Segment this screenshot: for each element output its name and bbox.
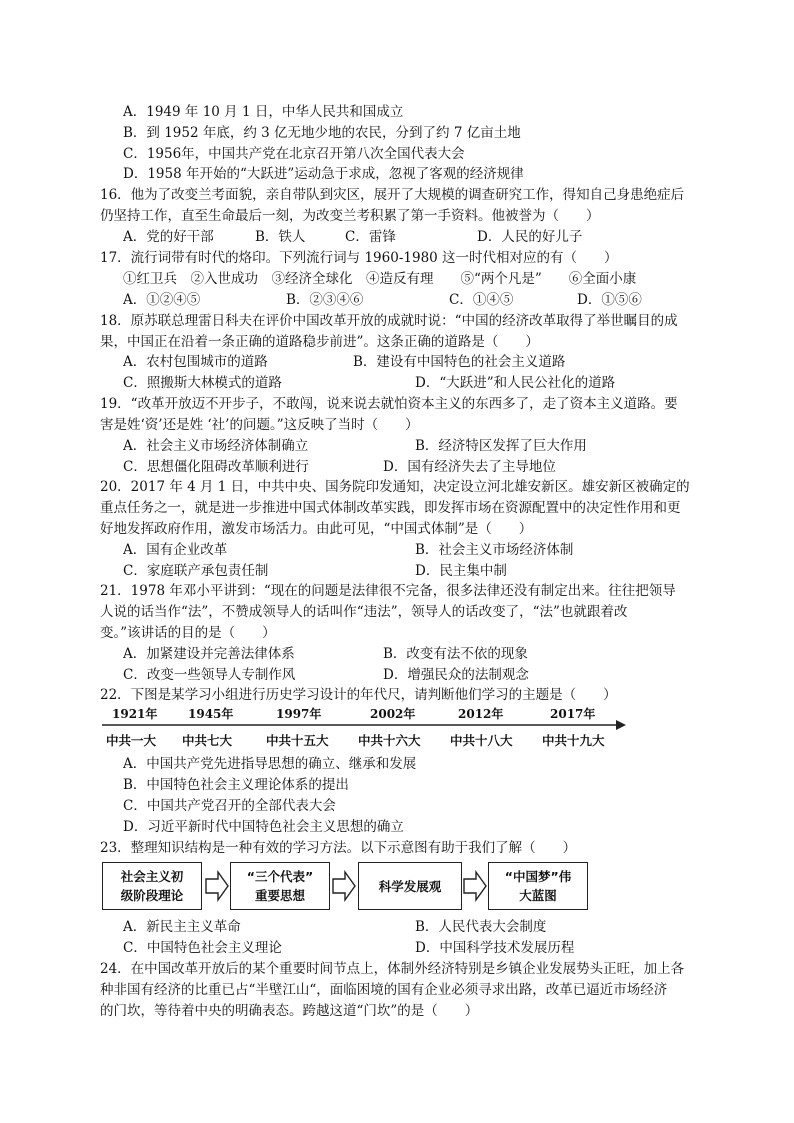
q21-option-d[interactable]: D．增强民众的法制观念 <box>383 667 529 683</box>
q17-option-a[interactable]: A．①②④⑤ <box>123 292 201 308</box>
knowledge-diagram <box>100 862 620 912</box>
q22-option-d[interactable]: D．习近平新时代中国特色社会主义思想的确立 <box>123 819 404 835</box>
q15-option-a: A．1949 年 10 月 1 日，中华人民共和国成立 <box>123 104 404 120</box>
q16-stem: 16．他为了改变兰考面貌，亲自带队到灾区，展开了大规模的调查研究工作，得知自己身患绝症后 <box>100 187 685 203</box>
q20-stem-cont: 重点任务之一，就是进一步推进中国式体制改革实践，即发挥市场在资源配置中的决定性作用和更 <box>100 500 681 516</box>
q18-stem: 18．原苏联总理雷日科夫在评价中国改革开放的成就时说：“中国的经济改革取得了举世瞩目的成 <box>100 313 678 329</box>
q17-stem: 17．流行词带有时代的烙印。下列流行词与 1960-1980 这一时代相对应的有（ ） <box>100 250 618 266</box>
timeline-party: 中共十六大 <box>358 733 421 748</box>
q20-row2 <box>123 561 723 582</box>
q20-option-a[interactable]: A．国有企业改革 <box>123 542 228 558</box>
q17-option-b[interactable]: B．②③④⑥ <box>286 292 364 308</box>
timeline-party: 中共七大 <box>182 733 233 748</box>
diagram-box <box>230 862 330 910</box>
q21-option-c[interactable]: C．改变一些领导人专制作风 <box>123 667 296 683</box>
q16-option-c[interactable]: C．雷锋 <box>345 229 396 245</box>
timeline <box>100 705 700 753</box>
timeline-year: 2017年 <box>550 707 596 721</box>
timeline-year: 1921年 <box>112 707 158 721</box>
timeline-year: 2002年 <box>370 707 416 721</box>
diagram-box-label: 科学发展观 <box>378 879 442 894</box>
q18-option-d[interactable]: D．“大跃进”和人民公社化的道路 <box>415 375 616 391</box>
q19-row1 <box>123 436 723 457</box>
q20-option-b[interactable]: B．社会主义市场经济体制 <box>415 542 574 558</box>
q17-items: ①红卫兵 ②入世成功 ③经济全球化 ④造反有理 ⑤“两个凡是” ⑥全面小康 <box>123 271 637 287</box>
q23-option-b[interactable]: B．人民代表大会制度 <box>415 919 547 935</box>
q19-option-b[interactable]: B．经济特区发挥了巨大作用 <box>415 438 587 454</box>
timeline-party: 中共十九大 <box>542 733 605 748</box>
q20-stem: 20．2017 年 4 月 1 日，中共中央、国务院印发通知，决定设立河北雄安新区。雄安新区被确定的 <box>100 479 690 495</box>
diagram-box-label: 社会主义初 级阶段理论 <box>120 869 184 903</box>
q22-option-b[interactable]: B．中国特色社会主义理论体系的提出 <box>123 777 349 793</box>
q20-stem-cont2: 好地发挥政府作用，激发市场活力。由此可见，“中国式体制”是（ ） <box>100 521 533 537</box>
q20-row1 <box>123 540 723 561</box>
q17-option-d[interactable]: D．①⑤⑥ <box>577 292 642 308</box>
arrow-icon <box>333 872 355 900</box>
q15-option-d: D．1958 年开始的“大跃进”运动急于求成，忽视了客观的经济规律 <box>123 166 524 182</box>
q18-stem-cont: 果，中国正在沿着一条正确的道路稳步前进”。这条正确的道路是（ ） <box>100 334 539 350</box>
q18-option-a[interactable]: A．农村包围城市的道路 <box>123 354 268 370</box>
q23-option-d[interactable]: D．中国科学技术发展历程 <box>415 940 575 956</box>
q19-stem-cont: 害是姓‘资’还是姓 ‘社’的问题。”这反映了当时（ ） <box>100 417 419 433</box>
q16-option-d[interactable]: D．人民的好儿子 <box>477 229 583 245</box>
q20-option-c[interactable]: C．家庭联产承包责任制 <box>123 563 269 579</box>
q24-stem-cont2: 的门坎，等待着中央的明确表态。跨越这道“门坎”的是（ ） <box>100 1003 479 1019</box>
q23-row2 <box>123 938 723 959</box>
q21-stem-cont2: 变。”该讲话的目的是（ ） <box>100 625 276 641</box>
q16-option-b[interactable]: B．铁人 <box>255 229 306 245</box>
q21-row1 <box>123 644 723 665</box>
diagram-box <box>358 862 462 910</box>
q19-option-c[interactable]: C．思想僵化阻碍改革顺利进行 <box>123 459 309 475</box>
q23-row1 <box>123 917 723 938</box>
q18-row2 <box>123 373 723 394</box>
q24-stem: 24．在中国改革开放后的某个重要时间节点上，体制外经济特别是乡镇企业发展势头正旺，加上各 <box>100 961 685 977</box>
q15-option-c: C．1956年，中国共产党在北京召开第八次全国代表大会 <box>123 146 465 162</box>
q21-option-a[interactable]: A．加紧建设并完善法律体系 <box>123 646 295 662</box>
q15-option-b: B．到 1952 年底，约 3 亿无地少地的农民，分到了约 7 亿亩土地 <box>123 125 521 141</box>
q21-row2 <box>123 665 723 686</box>
q23-option-a[interactable]: A．新民主主义革命 <box>123 919 241 935</box>
timeline-year: 1945年 <box>188 707 234 721</box>
q24-stem-cont: 种非国有经济的比重已占“半壁江山“，面临困境的国有企业必须寻求出路，改革已逼近市场经济 <box>100 982 668 998</box>
q18-option-b[interactable]: B．建设有中国特色的社会主义道路 <box>353 354 566 370</box>
q17-options <box>123 290 723 311</box>
q19-option-d[interactable]: D．国有经济失去了主导地位 <box>383 459 556 475</box>
q21-option-b[interactable]: B．改变有法不依的现象 <box>383 646 528 662</box>
q20-option-d[interactable]: D．民主集中制 <box>415 563 507 579</box>
q18-option-c[interactable]: C．照搬斯大林模式的道路 <box>123 375 282 391</box>
arrow-icon <box>206 872 228 900</box>
timeline-party: 中共十五大 <box>266 733 329 748</box>
timeline-year: 1997年 <box>276 707 322 721</box>
q19-stem: 19．“改革开放迈不开步子，不敢闯，说来说去就怕资本主义的东西多了，走了资本主义道路。要 <box>100 396 678 412</box>
q22-stem: 22．下图是某学习小组进行历史学习设计的年代尺，请判断他们学习的主题是（ ） <box>100 687 617 703</box>
diagram-box-label: “三个代表” 重要思想 <box>246 869 314 903</box>
diagram-box <box>488 862 588 910</box>
q16-option-a[interactable]: A．党的好干部 <box>123 229 214 245</box>
q22-option-a[interactable]: A．中国共产党先进指导思想的确立、继承和发展 <box>123 756 417 772</box>
q17-option-c[interactable]: C．①④⑤ <box>449 292 514 308</box>
q16-stem-cont: 仍坚持工作，直至生命最后一刻，为改变兰考积累了第一手资料。他被誉为（ ） <box>100 208 600 224</box>
q18-row1 <box>123 352 723 373</box>
timeline-party: 中共十八大 <box>450 733 513 748</box>
q19-option-a[interactable]: A．社会主义市场经济体制确立 <box>123 438 309 454</box>
q23-option-c[interactable]: C．中国特色社会主义理论 <box>123 940 282 956</box>
timeline-year: 2012年 <box>458 707 504 721</box>
diagram-box-label: “中国梦”伟 大蓝图 <box>504 869 572 903</box>
timeline-party: 中共一大 <box>106 733 157 748</box>
q21-stem: 21．1978 年邓小平讲到：“现在的问题是法律很不完备，很多法律还没有制定出来。往往把领导 <box>100 583 676 599</box>
q22-option-c[interactable]: C．中国共产党召开的全部代表大会 <box>123 798 336 814</box>
q16-options <box>123 227 723 248</box>
q19-row2 <box>123 457 723 478</box>
arrow-icon <box>464 872 486 900</box>
diagram-box <box>102 862 202 910</box>
q23-stem: 23．整理知识结构是一种有效的学习方法。以下示意图有助于我们了解（ ） <box>100 840 577 856</box>
q21-stem-cont: 人说的话当作“法”，不赞成领导人的话叫作“违法”，领导人的话改变了，“法”也就跟着改 <box>100 604 628 620</box>
